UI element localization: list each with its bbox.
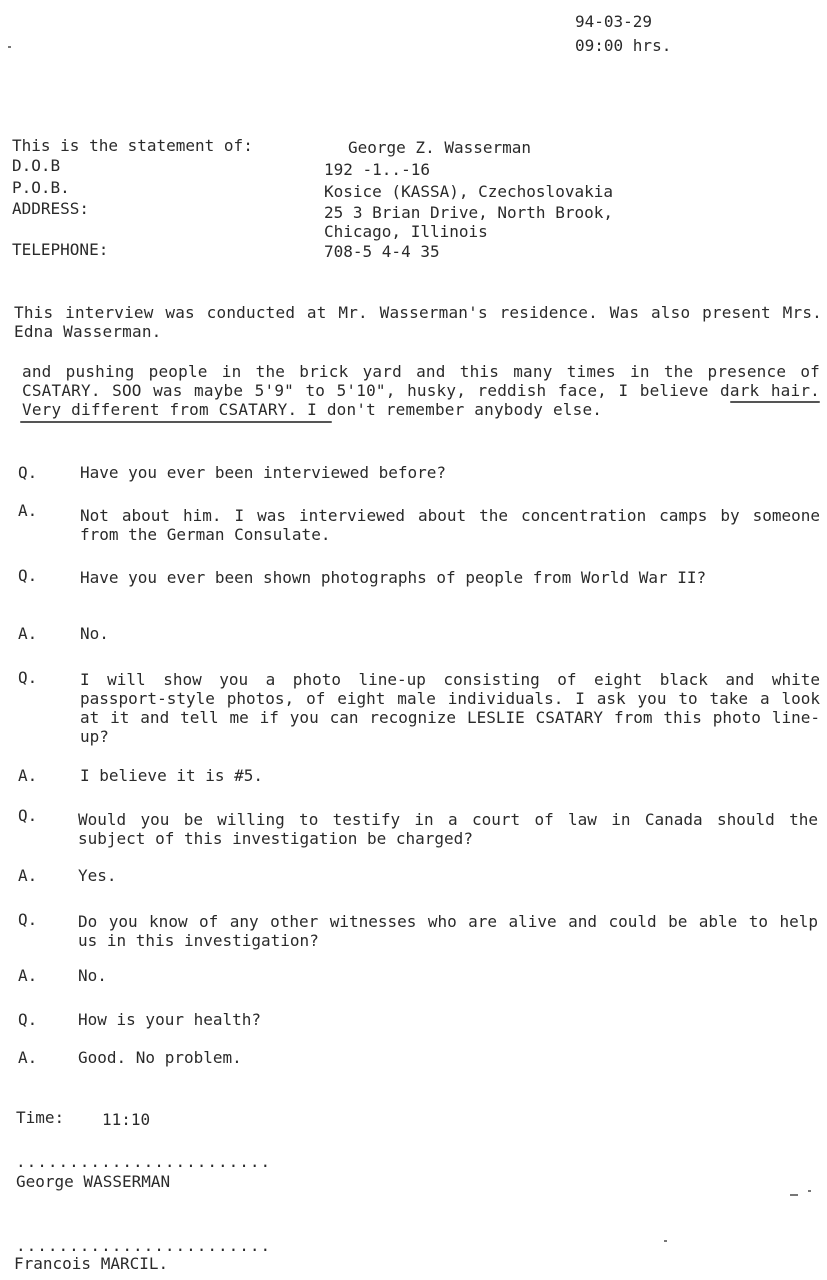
header-date: 94-03-29	[575, 12, 653, 31]
signature-name: Francois MARCIL.	[14, 1254, 169, 1273]
statement-name: George Z. Wasserman	[348, 138, 532, 157]
qa-tag: Q.	[18, 806, 38, 825]
telephone-value: 708-5 4-4 35	[324, 242, 440, 261]
pob-value: Kosice (KASSA), Czechoslovakia	[324, 182, 613, 201]
address-label: ADDRESS:	[12, 199, 90, 218]
signature-line: ........................	[16, 1152, 272, 1171]
end-time-label: Time:	[16, 1108, 65, 1127]
qa-tag: A.	[18, 624, 38, 643]
end-time-value: 11:10	[102, 1110, 151, 1129]
qa-tag: Q.	[18, 463, 38, 482]
telephone-label: TELEPHONE:	[12, 240, 109, 259]
signature-line: ........................	[16, 1236, 272, 1255]
scan-speck	[8, 46, 11, 48]
dob-label: D.O.B	[12, 156, 61, 175]
qa-text: Have you ever been shown photographs of people from World War II?	[80, 568, 707, 587]
qa-tag: A.	[18, 866, 38, 885]
qa-text: Would you be willing to testify in a court of law in Canada should the subject of this investigation be charged?	[78, 810, 818, 848]
qa-tag: Q.	[18, 1010, 38, 1029]
signature-name: George WASSERMAN	[16, 1172, 171, 1191]
qa-text: Yes.	[78, 866, 117, 885]
qa-tag: A.	[18, 966, 38, 985]
qa-text: Have you ever been interviewed before?	[80, 463, 447, 482]
address-line-2: Chicago, Illinois	[324, 222, 488, 241]
qa-tag: Q.	[18, 566, 38, 585]
qa-tag: A.	[18, 1048, 38, 1067]
qa-text: Good. No problem.	[78, 1048, 242, 1067]
handwritten-underline	[730, 401, 820, 403]
qa-text: How is your health?	[78, 1010, 262, 1029]
interview-note: This interview was conducted at Mr. Wasserman's residence. Was also present Mrs. Edna Wasserman.	[14, 303, 822, 341]
qa-text: I believe it is #5.	[80, 766, 264, 785]
qa-tag: Q.	[18, 668, 38, 687]
qa-tag: A.	[18, 501, 38, 520]
qa-text: Do you know of any other witnesses who are alive and could be able to help us in this investigation?	[78, 912, 818, 950]
qa-text: I will show you a photo line-up consisting of eight black and white passport-style photos, of eight male individuals. I ask you to take a look at it and tell me if you can recognize LESLIE CSATARY from this photo line-up?	[80, 670, 820, 746]
qa-tag: Q.	[18, 910, 38, 929]
scan-speck	[808, 1190, 811, 1192]
pob-label: P.O.B.	[12, 178, 70, 197]
scan-speck	[664, 1240, 667, 1242]
continuation-paragraph: and pushing people in the brick yard and this many times in the presence of CSATARY. SOO was maybe 5'9" to 5'10", husky, reddish face, I believe dark hair. Very different from CSATARY. I don't remember anybody else.	[22, 362, 820, 419]
qa-tag: A.	[18, 766, 38, 785]
address-line-1: 25 3 Brian Drive, North Brook,	[324, 203, 613, 222]
qa-text: Not about him. I was interviewed about the concentration camps by someone from the German Consulate.	[80, 506, 820, 544]
qa-text: No.	[80, 624, 109, 643]
header-time: 09:00 hrs.	[575, 36, 672, 55]
handwritten-underline	[20, 421, 332, 423]
qa-text: No.	[78, 966, 107, 985]
scan-speck	[790, 1194, 798, 1196]
dob-value: 192 -1..-16	[324, 160, 430, 179]
statement-intro-label: This is the statement of:	[12, 136, 253, 155]
